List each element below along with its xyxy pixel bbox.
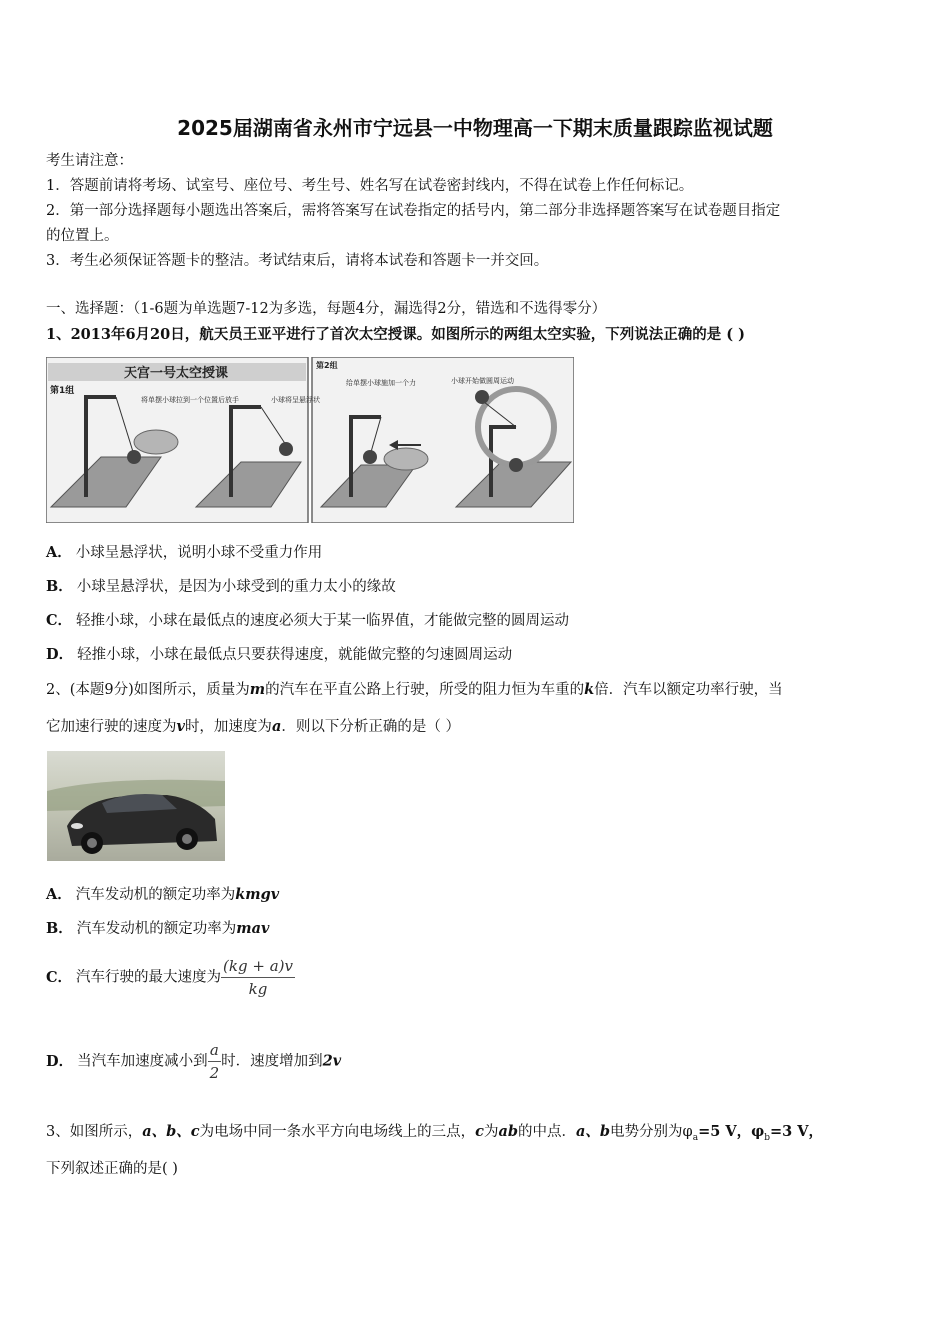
- q2-stem-a: 2、(本题9分)如图所示，质量为: [46, 682, 250, 698]
- q2-option-d-expr: 2v: [322, 1052, 342, 1070]
- q2-stem-b: 的汽车在平直公路上行驶，所受的阻力恒为车重的: [265, 682, 585, 698]
- q2-option-d-fraction: [208, 1039, 222, 1084]
- q2-option-a-text: 汽车发动机的额定功率为: [75, 887, 236, 903]
- fig-group2-label: 第2组: [316, 361, 338, 370]
- car-hub-rear: [182, 834, 192, 844]
- q2-line2-c: ．则以下分析正确的是（ ）: [281, 719, 460, 735]
- car-hub-front: [87, 838, 97, 848]
- q2-stem-line1: [46, 680, 783, 700]
- q3-var-c: c: [475, 1123, 484, 1140]
- q2-stem-line2: [46, 717, 460, 737]
- q3-line1-d: 的中点．: [518, 1124, 576, 1140]
- q1-option-a: [46, 543, 322, 563]
- q2-option-c-text: 汽车行驶的最大速度为: [76, 969, 222, 986]
- fig-ball-4: [475, 390, 489, 404]
- q2-option-c-den: kg: [221, 977, 295, 1000]
- q2-car-photo: [47, 751, 225, 861]
- q2-line2-b: 时，加速度为: [184, 719, 272, 735]
- q3-stem-line1: [46, 1122, 823, 1148]
- q1-option-a-text: 小球呈悬浮状，说明小球不受重力作用: [75, 545, 323, 561]
- q2-var-a: a: [271, 718, 282, 735]
- fig-hand-2: [384, 448, 428, 470]
- q3-var-abc: a、b、c: [142, 1123, 200, 1140]
- q1-option-b-text: 小球呈悬浮状，是因为小球受到的重力太小的缘故: [76, 579, 396, 595]
- q3-var-ab2: a、b: [576, 1123, 611, 1140]
- fig-cap-3: 给单摆小球施加一个力: [346, 379, 416, 387]
- q2-var-k: k: [584, 681, 595, 698]
- q2-option-c-fraction: [221, 955, 295, 1000]
- q3-line1-e: 电势分别为φ: [610, 1124, 693, 1140]
- q2-option-b-text: 汽车发动机的额定功率为: [76, 921, 237, 937]
- q1-option-c-text: 轻推小球，小球在最低点的速度必须大于某一临界值，才能做完整的圆周运动: [76, 613, 570, 629]
- q1-option-d-label: D．: [46, 646, 74, 663]
- q2-stem-c: 倍．汽车以额定功率行驶，当: [594, 682, 783, 698]
- q1-option-d-text: 轻推小球，小球在最低点只要获得速度，就能做完整的匀速圆周运动: [77, 647, 513, 663]
- q1-option-b-label: B．: [46, 578, 73, 595]
- q2-option-d-text-a: 当汽车加速度减小到: [77, 1053, 208, 1070]
- fig-ball-1: [127, 450, 141, 464]
- q2-var-m: m: [249, 681, 266, 698]
- q3-var-ab: ab: [498, 1123, 518, 1140]
- q3-line1-g: =3 V，: [770, 1123, 824, 1140]
- q3-stem-line2: 下列叙述正确的是( ): [46, 1161, 178, 1177]
- fig-hand-1: [134, 430, 178, 454]
- q3-line1-f: =5 V，φ: [698, 1123, 765, 1140]
- q2-line2-a: 它加速行驶的速度为: [46, 719, 177, 735]
- notice-item-2: 2．第一部分选择题每小题选出答案后，需将答案写在试卷指定的括号内，第二部分非选择题答案写在试卷题目指定: [46, 203, 781, 219]
- q2-option-d: [46, 1039, 341, 1084]
- q2-option-c-num: (kg + a)v: [223, 957, 293, 975]
- fig-ball-3: [363, 450, 377, 464]
- q2-option-c-label: C．: [46, 968, 73, 986]
- fig-cap-4: 小球开始做圆周运动: [451, 377, 514, 385]
- q1-option-a-label: A．: [46, 544, 72, 561]
- q2-option-b: [46, 919, 269, 939]
- q2-option-b-expr: mav: [236, 920, 270, 937]
- q2-option-d-num: a: [209, 1041, 219, 1059]
- q3-line1-b: 为电场中同一条水平方向电场线上的三点，: [199, 1124, 476, 1140]
- q2-option-d-label: D．: [46, 1052, 74, 1070]
- fig-cap-2: 小球将呈悬浮状: [271, 396, 320, 404]
- notice-item-1: 1．答题前请将考场、试室号、座位号、考生号、姓名写在试卷密封线内，不得在试卷上作任何标记。: [46, 178, 694, 194]
- q2-option-a: [46, 885, 279, 905]
- notice-item-3: 3．考生必须保证答题卡的整洁。考试结束后，请将本试卷和答题卡一并交回。: [46, 253, 549, 269]
- q2-option-c: [46, 955, 295, 1000]
- q1-option-c-label: C．: [46, 612, 73, 629]
- q1-option-b: [46, 577, 396, 597]
- q2-option-d-den: 2: [208, 1061, 222, 1084]
- fig-ball-2: [279, 442, 293, 456]
- fig-group1-label: 第1组: [50, 386, 75, 396]
- car-headlight: [71, 823, 83, 829]
- q3-line1-a: 3、如图所示，: [46, 1124, 143, 1140]
- q2-var-v: v: [176, 718, 185, 735]
- q3-line1-c: 为: [483, 1124, 499, 1140]
- notice-item-2-cont: 的位置上。: [46, 228, 119, 244]
- section-heading: 一、选择题：（1-6题为单选题7-12为多选，每题4分，漏选得2分，错选和不选得零分）: [46, 301, 607, 317]
- q3-sub-a: a: [692, 1132, 699, 1143]
- q1-stem: 1、2013年6月20日，航天员王亚平进行了首次太空授课。如图所示的两组太空实验，下列说法正确的是 ( ): [46, 326, 746, 343]
- q2-option-b-label: B．: [46, 920, 73, 937]
- q1-option-d: [46, 645, 512, 665]
- fig-cap-1: 将单摆小球拉到一个位置后放手: [141, 396, 239, 404]
- q3-sub-b: b: [764, 1132, 770, 1143]
- notice-heading: 考生请注意：: [46, 153, 133, 169]
- q2-option-a-expr: kmgv: [235, 886, 280, 903]
- q2-option-a-label: A．: [46, 886, 72, 903]
- fig-ball-5: [509, 458, 523, 472]
- q1-figure: [46, 357, 574, 523]
- fig-banner: 天宫一号太空授课: [123, 366, 229, 381]
- q1-option-c: [46, 611, 569, 631]
- page-title: 2025届湖南省永州市宁远县一中物理高一下期末质量跟踪监视试题: [177, 116, 773, 140]
- q2-option-d-text-b: 时．速度增加到: [221, 1053, 323, 1070]
